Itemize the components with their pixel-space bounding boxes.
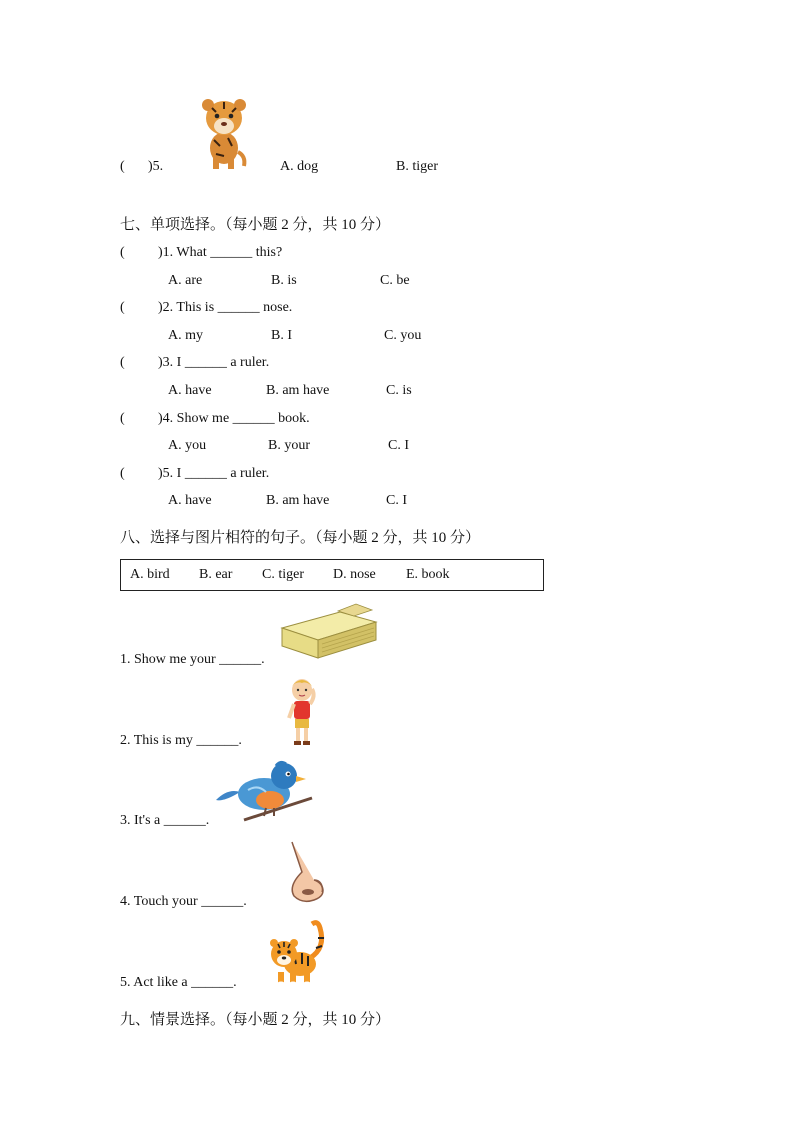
option-c[interactable]: C. is bbox=[386, 383, 412, 398]
word-option-d: D. nose bbox=[333, 567, 376, 582]
option-a[interactable]: A. dog bbox=[280, 159, 319, 174]
option-a[interactable]: A. have bbox=[168, 383, 212, 398]
question-stem: )3. I ______ a ruler. bbox=[158, 355, 270, 370]
option-b[interactable]: B. your bbox=[268, 438, 310, 453]
option-b[interactable]: B. is bbox=[271, 273, 297, 288]
word-bank-box bbox=[120, 559, 544, 591]
bird-icon bbox=[214, 758, 316, 824]
answer-paren[interactable]: ( bbox=[120, 466, 125, 481]
option-c[interactable]: C. I bbox=[388, 438, 409, 453]
answer-paren[interactable]: ( bbox=[120, 300, 125, 315]
question-stem: )1. What ______ this? bbox=[158, 245, 283, 260]
word-option-b: B. ear bbox=[199, 567, 233, 582]
boy-ear-icon bbox=[286, 678, 318, 746]
picture-sentence-1: 1. Show me your ______. bbox=[120, 652, 265, 667]
option-a[interactable]: A. my bbox=[168, 328, 203, 343]
word-option-e: E. book bbox=[406, 567, 450, 582]
answer-paren[interactable]: ( bbox=[120, 411, 125, 426]
option-c[interactable]: C. be bbox=[380, 273, 410, 288]
option-b[interactable]: B. tiger bbox=[396, 159, 438, 174]
option-b[interactable]: B. am have bbox=[266, 383, 330, 398]
option-a[interactable]: A. are bbox=[168, 273, 203, 288]
picture-sentence-5: 5. Act like a ______. bbox=[120, 975, 237, 990]
section8-title: 八、选择与图片相符的句子。（每小题 2 分，共 10 分） bbox=[120, 530, 481, 546]
question-stem: )5. I ______ a ruler. bbox=[158, 466, 270, 481]
answer-paren[interactable]: ( bbox=[120, 245, 125, 260]
picture-sentence-4: 4. Touch your ______. bbox=[120, 894, 247, 909]
option-a[interactable]: A. you bbox=[168, 438, 207, 453]
section7-title: 七、单项选择。（每小题 2 分，共 10 分） bbox=[120, 217, 391, 233]
answer-paren[interactable]: ( bbox=[120, 355, 125, 370]
option-c[interactable]: C. I bbox=[386, 493, 407, 508]
tiger-icon bbox=[194, 98, 252, 170]
nose-icon bbox=[284, 840, 328, 906]
word-option-c: C. tiger bbox=[262, 567, 304, 582]
option-a[interactable]: A. have bbox=[168, 493, 212, 508]
section9-title: 九、情景选择。（每小题 2 分，共 10 分） bbox=[120, 1012, 391, 1028]
answer-paren[interactable]: ( bbox=[120, 159, 125, 174]
word-option-a: A. bird bbox=[130, 567, 170, 582]
option-c[interactable]: C. you bbox=[384, 328, 422, 343]
picture-sentence-3: 3. It's a ______. bbox=[120, 813, 210, 828]
picture-sentence-2: 2. This is my ______. bbox=[120, 733, 242, 748]
question-number: )5. bbox=[148, 159, 164, 174]
book-icon bbox=[278, 602, 378, 660]
option-b[interactable]: B. am have bbox=[266, 493, 330, 508]
question-stem: )2. This is ______ nose. bbox=[158, 300, 293, 315]
option-b[interactable]: B. I bbox=[271, 328, 292, 343]
question-stem: )4. Show me ______ book. bbox=[158, 411, 310, 426]
tiger-cub-icon bbox=[266, 918, 328, 988]
